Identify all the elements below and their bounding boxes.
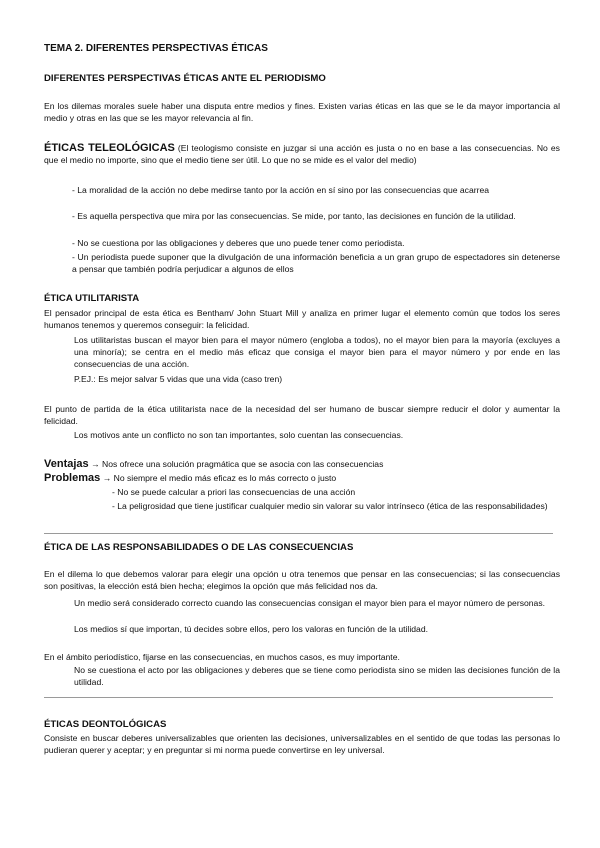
utilitarista-heading: ÉTICA UTILITARISTA: [44, 293, 140, 304]
responsabilidades-paragraph-4: En el ámbito periodístico, fijarse en las consecuencias, en muchos casos, es muy importante.: [44, 652, 400, 662]
teleologicas-paragraph: [44, 142, 560, 166]
utilitarista-paragraph-4: Los motivos ante un conflicto no son tan importantes, solo cuentan las consecuencias.: [74, 430, 404, 440]
section-subtitle: DIFERENTES PERSPECTIVAS ÉTICAS ANTE EL PERIODISMO: [44, 73, 326, 84]
responsabilidades-paragraph-2: Un medio será considerado correcto cuando las consecuencias consigan el mayor bien para el mayor número de personas.: [74, 598, 546, 608]
utilitarista-paragraph-3: El punto de partida de la ética utilitarista nace de la necesidad del ser humano de buscar siempre reducir el dolor y aumentar la felicidad.: [44, 404, 560, 426]
section-divider: [44, 533, 553, 534]
deontologicas-heading: ÉTICAS DEONTOLÓGICAS: [44, 719, 167, 730]
responsabilidades-paragraph-5: No se cuestiona el acto por las obligaciones y deberes que se tiene como periodista sino se miden las decisiones función de la utilidad.: [74, 665, 560, 687]
problemas-item-1: - No se puede calcular a priori las consecuencias de una acción: [112, 487, 356, 497]
arrow-icon: →: [102, 473, 112, 483]
utilitarista-paragraph-1: El pensador principal de esta ética es Bentham/ John Stuart Mill y analiza en primer lugar el elemento común que todos los seres humanos tenemos y queremos conseguir: la felicidad.: [44, 308, 560, 330]
deontologicas-paragraph-1: Consiste en buscar deberes universalizables que orienten las decisiones, universalizables en el sentido de que todas las personas lo pudieran querer y aceptar; y en preguntar si mi norma puede convertirse en ley universal.: [44, 733, 560, 755]
responsabilidades-heading: ÉTICA DE LAS RESPONSABILIDADES O DE LAS CONSECUENCIAS: [44, 542, 354, 553]
arrow-icon: →: [91, 459, 100, 469]
ventajas-text: Nos ofrece una solución pragmática que se asocia con las consecuencias: [99, 459, 384, 469]
responsabilidades-paragraph-1: En el dilema lo que debemos valorar para elegir una opción u otra tenemos que pensar en las consecuencias; si las consecuencias son positivas, la elección está bien hecha; elegimos la opción que más felicidad nos da.: [44, 569, 560, 591]
problemas-label: Problemas: [44, 472, 101, 484]
responsabilidades-paragraph-3: Los medios sí que importan, tú decides sobre ellos, pero los valoras en función de la utilidad.: [74, 624, 428, 634]
teleologicas-bullet-3: - No se cuestiona por las obligaciones y deberes que uno puede tener como periodista.: [72, 238, 405, 248]
intro-paragraph: En los dilemas morales suele haber una disputa entre medios y fines. Existen varias éticas en las que se le da mayor importancia al medio y otras en las que se les mayor relevancia al fin.: [44, 101, 560, 123]
teleologicas-heading: ÉTICAS TELEOLÓGICAS: [44, 142, 175, 154]
section-divider: [44, 697, 553, 698]
utilitarista-example: P.EJ.: Es mejor salvar 5 vidas que una vida (caso tren): [74, 374, 283, 384]
utilitarista-paragraph-2: Los utilitaristas buscan el mayor bien para el mayor número (engloba a todos), no el mayor bien para la mayoría (excluyes a una minoría); se centra en el medio más eficaz que consiga el mayor bien para el mayor número y por ende en las consecuencias de una acción.: [74, 335, 560, 369]
problemas-line: [44, 472, 560, 484]
ventajas-label: Ventajas: [44, 458, 89, 470]
teleologicas-definition: (El teologismo consiste en juzgar si una acción es justa o no en base a las consecuencias. No es que el medio no importe, sino que el medio tiene ser útil. Lo que no se mide es el valor del medio): [44, 143, 560, 165]
document-title: TEMA 2. DIFERENTES PERSPECTIVAS ÉTICAS: [44, 43, 268, 54]
teleologicas-bullet-1: - La moralidad de la acción no debe medirse tanto por la acción en sí sino por las consecuencias que acarrea: [72, 185, 490, 195]
problemas-item-2: - La peligrosidad que tiene justificar cualquier medio sin valorar su valor intrínseco (ética de las responsabilidades): [112, 501, 548, 511]
teleologicas-bullet-4: - Un periodista puede suponer que la divulgación de una información beneficia a un gran grupo de espectadores sin detenerse a pensar que también podría perjudicar a algunos de ellos: [72, 252, 560, 274]
problemas-text: No siempre el medio más eficaz es lo más correcto o justo: [111, 473, 337, 483]
ventajas-line: [44, 458, 560, 470]
teleologicas-bullet-2: - Es aquella perspectiva que mira por las consecuencias. Se mide, por tanto, las decisiones en función de la utilidad.: [72, 211, 516, 221]
